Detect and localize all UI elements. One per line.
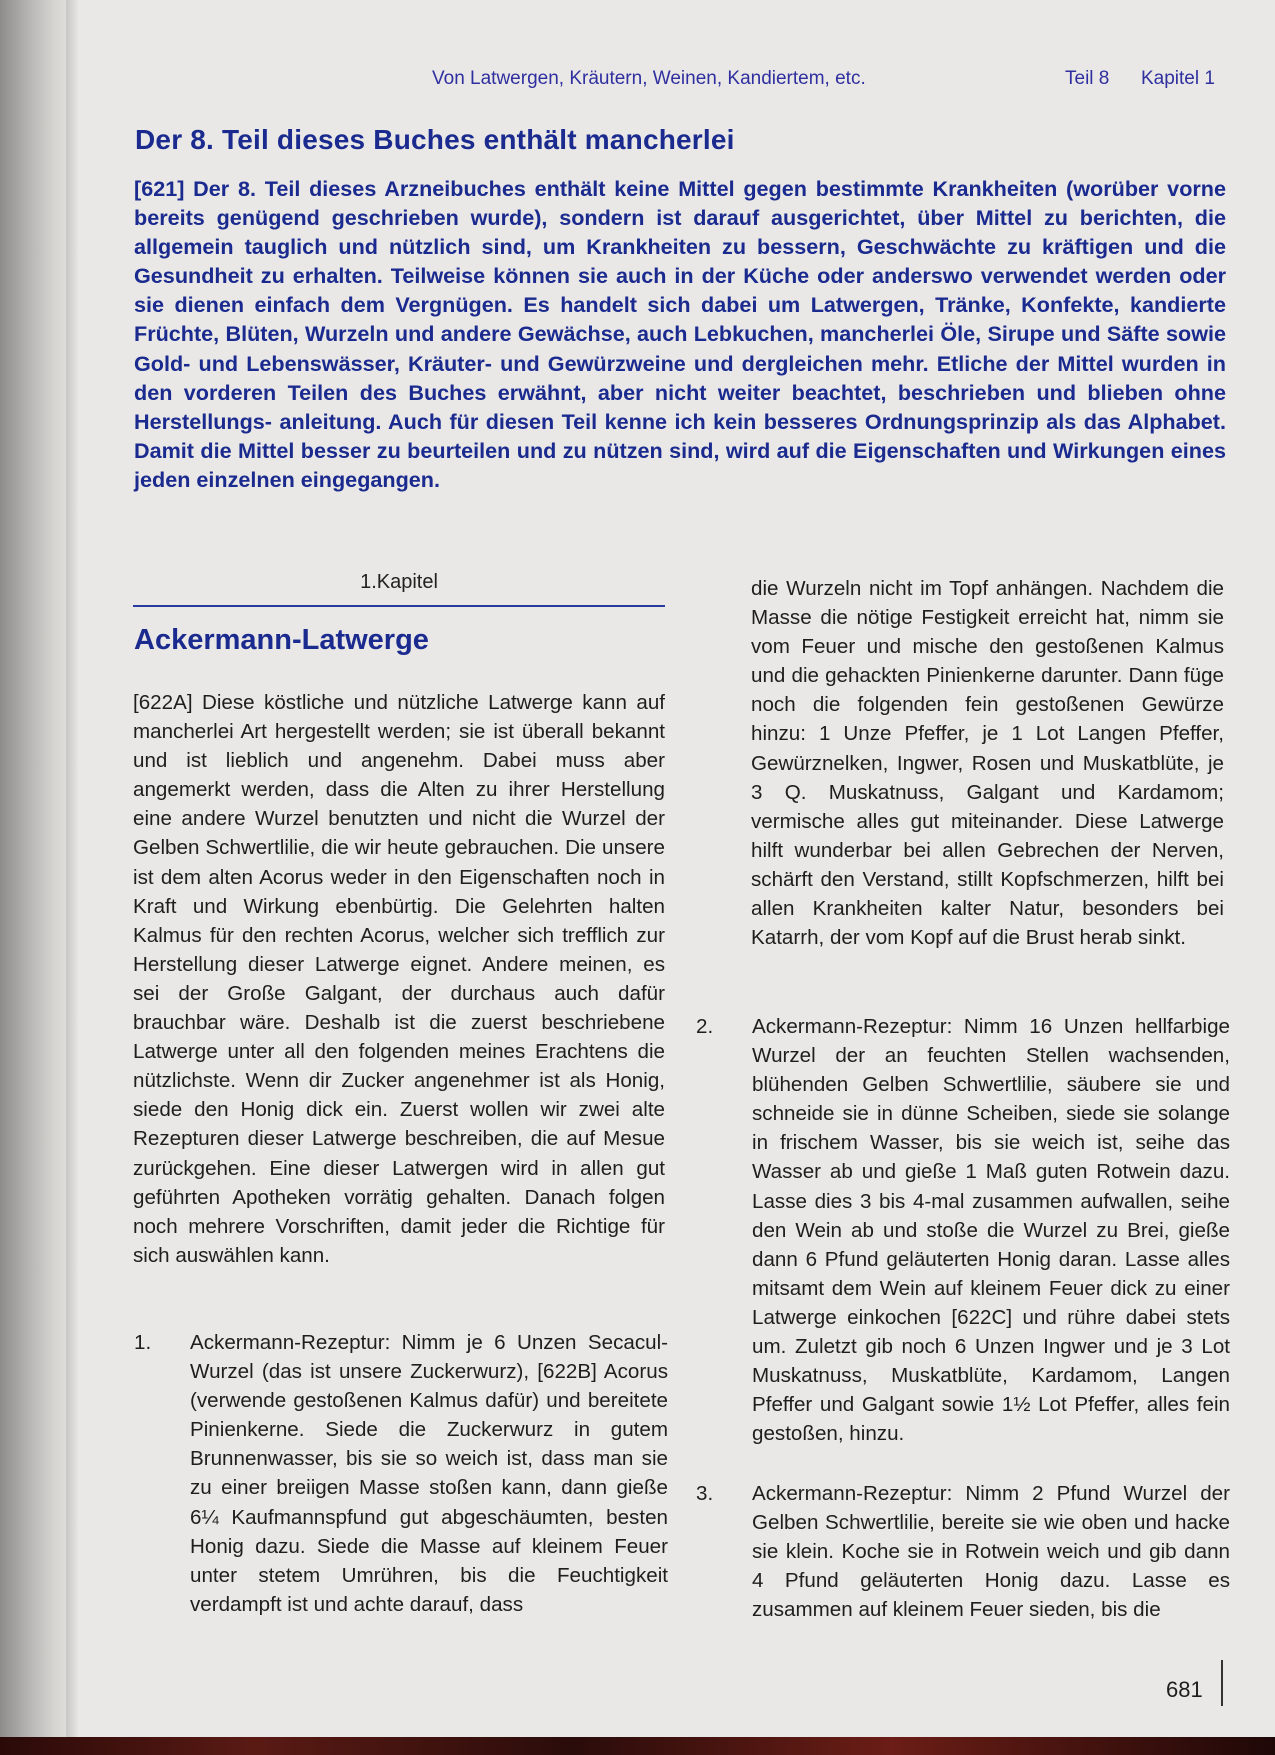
recipe-number: 2. — [696, 1015, 714, 1038]
recipe-text: Ackermann-Rezeptur: Nimm je 6 Unzen Secacul-Wurzel (das ist unsere Zuckerwurz), [622B] Acorus (verwende gestoßenen Kalmus dafür) und bereitete Pinienkerne. Siede die Zuckerwurz in gutem Brunnenwasser, bis sie so weich ist, dass man sie zu einer breiigen Masse stoßen kann, dann gieße 6¼ Kaufmannspfund gut abgeschäumten, besten Honig dazu. Siede die Masse auf kleinem Feuer unter stetem Umrühren, bis die Feuchtigkeit verdampft ist und achte darauf, dass — [190, 1331, 668, 1616]
recipe-1-continuation: die Wurzeln nicht im Topf anhängen. Nachdem die Masse die nötige Festigkeit erreicht hat, nimm sie vom Feuer und mische den gestoßenen Kalmus und die gehackten Pinienkerne darunter. Dann füge noch die folgenden fein gestoßenen Gewürze hinzu: 1 Unze Pfeffer, je 1 Lot Langen Pfeffer, Gewürznelken, Ingwer, Rosen und Muskatblüte, je 3 Q. Muskatnuss, Galgant und Kardamom; vermische alles gut miteinander. Diese Latwerge hilft wunderbar bei allen Gebrechen der Nerven, schärft den Verstand, stillt Kopfschmerzen, hilft bei allen Krankheiten kalter Natur, besonders bei Katarrh, der vom Kopf auf die Brust herab sinkt. — [751, 577, 1224, 950]
header-part-label: Teil 8 — [1065, 68, 1110, 89]
header-chapter-label: Kapitel 1 — [1141, 68, 1215, 89]
running-title: Von Latwergen, Kräutern, Weinen, Kandiertem, etc. — [432, 68, 866, 89]
recipe-text: Ackermann-Rezeptur: Nimm 16 Unzen hellfarbige Wurzel der an feuchten Stellen wachsenden, blühenden Gelben Schwertlilie, säubere sie und schneide sie in dünne Scheiben, siede sie solange in frischem Wasser, bis sie weich ist, seihe das Wasser ab und gieße 1 Maß guten Rotwein dazu. Lasse dies 3 bis 4-mal zusammen aufwallen, seihe den Wein ab und stoße die Wurzel zu Brei, gieße dann 6 Pfund geläuterten Honig daran. Lasse alles mitsamt dem Wein auf kleinem Feuer dick zu einer Latwerge einkochen [622C] und rühre dabei stets um. Zuletzt gib noch 6 Unzen Ingwer und je 3 Lot Muskatnuss, Muskatblüte, Kardamom, Langen Pfeffer und Galgant sowie 1½ Lot Pfeffer, alles fein gestoßen, hinzu. — [752, 1015, 1230, 1446]
recipe-number: 1. — [134, 1331, 152, 1354]
chapter-title: Ackermann-Latwerge — [134, 624, 429, 656]
running-header — [0, 68, 1275, 98]
recipe-number: 3. — [696, 1482, 714, 1505]
page-bottom-edge — [0, 1737, 1275, 1755]
chapter-label: 1.Kapitel — [360, 571, 438, 593]
page-number-bar — [1221, 1660, 1223, 1706]
page-number: 681 — [1166, 1677, 1203, 1702]
part-introduction: [621] Der 8. Teil dieses Arzneibuches enthält keine Mittel gegen bestimmte Krankheiten (worüber vorne bereits genügend geschrieben wurde), sondern ist darauf ausgerichtet, über Mittel zu berichten, die allgemein tauglich und nützlich sind, um Krankheiten zu bessern, Geschwächte zu kräftigen und die Gesundheit zu erhalten. Teilweise können sie auch in der Küche oder anderswo verwendet werden oder sie dienen einfach dem Vergnügen. Es handelt sich dabei um Latwergen, Tränke, Konfekte, kandierte Früchte, Blüten, Wurzeln und andere Gewächse, auch Lebkuchen, mancherlei Öle, Sirupe und Säfte sowie Gold- und Lebenswässer, Kräuter- und Gewürzweine und dergleichen mehr. Etliche der Mittel wurden in den vorderen Teilen des Buches erwähnt, aber nicht weiter beachtet, beschrieben und blieben ohne Herstellungs- anleitung. Auch für diesen Teil kenne ich kein besseres Ordnungsprinzip als das Alphabet. Damit die Mittel besser zu beurteilen und zu nützen sind, wird auf die Eigenschaften und Wirkungen eines jeden einzelnen eingegangen. — [134, 176, 1226, 492]
chapter-intro-paragraph: [622A] Diese köstliche und nützliche Latwerge kann auf mancherlei Art hergestellt werden; sie ist überall bekannt und ist lieblich und angenehm. Dabei muss aber angemerkt werden, dass die Alten zu ihrer Herstellung eine andere Wurzel benutzten und nicht die Wurzel der Gelben Schwertlilie, die wir heute gebrauchen. Die unsere ist dem alten Acorus weder in den Eigenschaften noch in Kraft und Wirkung ebenbürtig. Die Gelehrten halten Kalmus für den rechten Acorus, welcher sich trefflich zur Herstellung dieser Latwerge eignet. Andere meinen, es sei der Große Galgant, der durchaus auch dafür brauchbar wäre. Deshalb ist die zuerst beschriebene Latwerge unter all den folgenden meines Erachtens die nützlichste. Wenn dir Zucker angenehmer ist als Honig, siede den Honig dick ein. Zuerst wollen wir zwei alte Rezepturen dieser Latwerge beschreiben, die auf Mesue zurückgehen. Eine dieser Latwergen wird in allen gut geführten Apotheken vorrätig gehalten. Danach folgen noch mehrere Vorschriften, damit jeder die Richtige für sich auswählen kann. — [133, 691, 665, 1267]
page-gutter-shadow — [66, 0, 78, 1755]
part-heading: Der 8. Teil dieses Buches enthält mancherlei — [135, 124, 735, 155]
recipe-text: Ackermann-Rezeptur: Nimm 2 Pfund Wurzel der Gelben Schwertlilie, bereite sie wie oben und hacke sie klein. Koche sie in Rotwein weich und gib dann 4 Pfund geläuterten Honig dazu. Lasse es zusammen auf kleinem Feuer sieden, bis die — [752, 1482, 1230, 1622]
chapter-divider — [133, 605, 665, 607]
